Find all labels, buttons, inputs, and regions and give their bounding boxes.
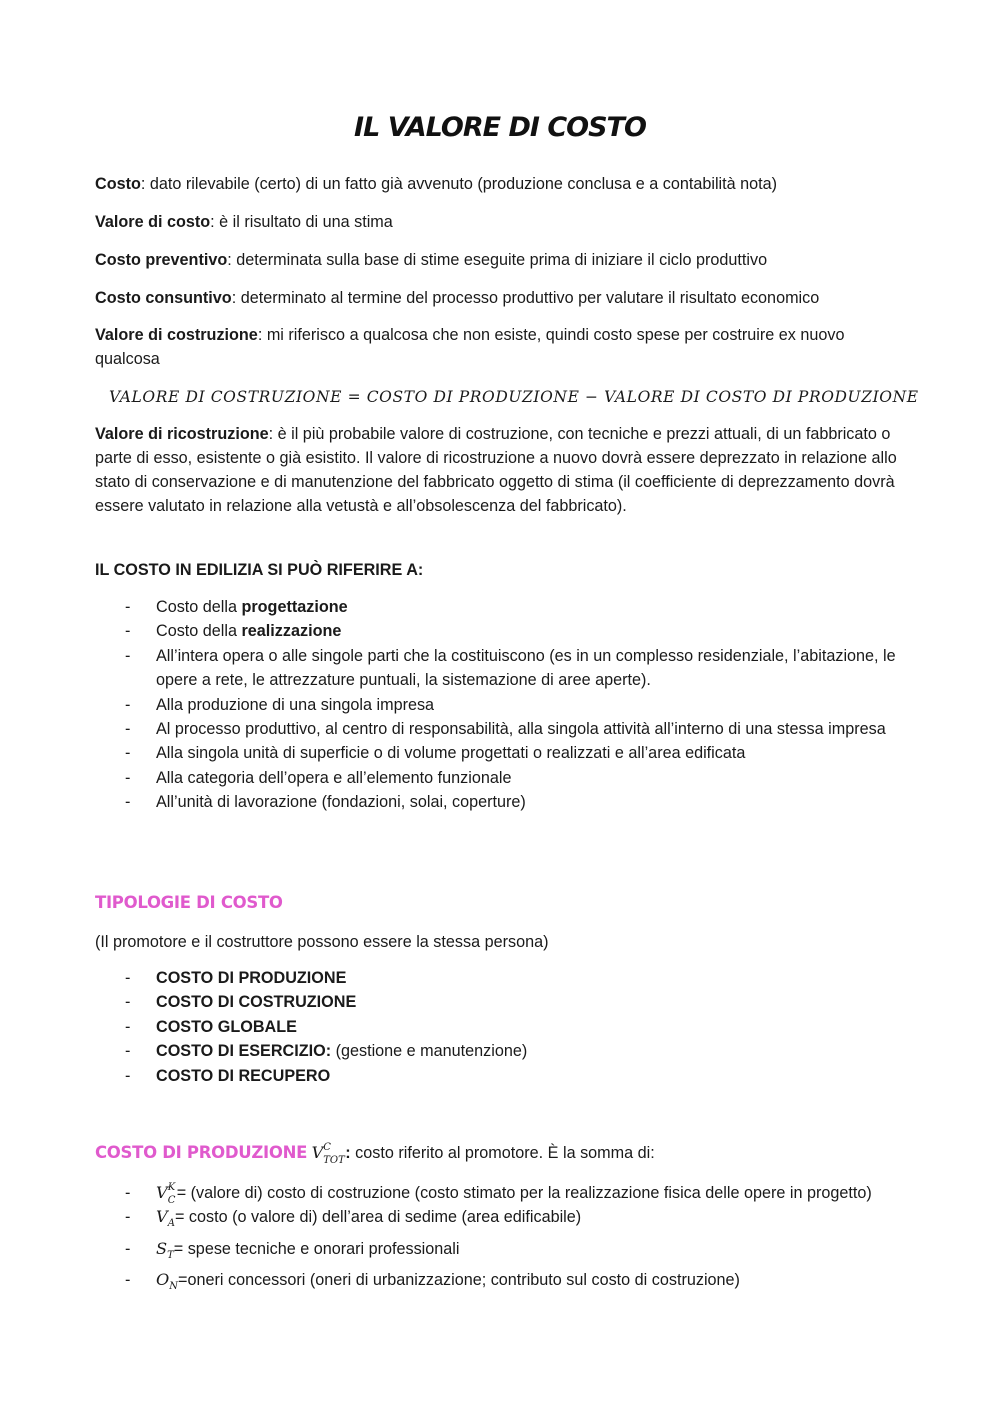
list-item: - Costo della realizzazione xyxy=(95,619,905,643)
list-item: - $V_A=$ costo (o valore di) dell’area di sedime (area edificabile) xyxy=(95,1205,905,1236)
list-item: - COSTO DI PRODUZIONE xyxy=(95,966,905,990)
list-item: - All’intera opera o alle singole parti che la costituiscono (es in un complesso residenziale, l’abitazione, le opere a rete, le attrezzature puntuali, la sistemazione di aree aperte). xyxy=(95,644,905,693)
edilizia-list xyxy=(95,595,905,815)
term: Costo preventivo xyxy=(95,251,228,269)
tipologie-list xyxy=(95,966,905,1088)
definition-text: : mi riferisco a qualcosa che non esiste, quindi costo spese per costruire ex nuovo qualcosa xyxy=(95,326,845,368)
list-item: - All’unità di lavorazione (fondazioni, solai, coperture) xyxy=(95,790,905,814)
list-item: - COSTO DI ESERCIZIO: (gestione e manutenzione) xyxy=(95,1039,905,1063)
list-item: - $S_T=$ spese tecniche e onorari professionali xyxy=(95,1237,905,1268)
list-item: - COSTO DI COSTRUZIONE xyxy=(95,990,905,1014)
definition-text: : dato rilevabile (certo) di un fatto già avvenuto (produzione conclusa e a contabilità nota) xyxy=(140,175,778,193)
symbol-o-n: $O_N$ xyxy=(156,1270,179,1293)
definition-text: : determinata sulla base di stime eseguite prima di iniziare il ciclo produttivo xyxy=(227,251,768,269)
list-item: - Alla categoria dell’opera e all’elemento funzionale xyxy=(95,766,905,790)
symbol-s-t: $S_T$ xyxy=(156,1238,174,1261)
symbol-v-a: $V_A$ xyxy=(156,1207,175,1230)
definition-costo xyxy=(95,172,905,196)
definition-valore-di-costruzione xyxy=(95,323,905,371)
tipologie-heading: TIPOLOGIE DI COSTO xyxy=(95,893,283,912)
edilizia-heading: IL COSTO IN EDILIZIA SI PUÒ RIFERIRE A: xyxy=(95,561,424,579)
list-item: - Costo della progettazione xyxy=(95,595,905,619)
symbol-v-c-k: V K C xyxy=(156,1182,176,1206)
list-item: - COSTO GLOBALE xyxy=(95,1015,905,1039)
produzione-text: costo riferito al promotore. È la somma di: xyxy=(350,1144,655,1162)
term: Costo xyxy=(95,175,141,193)
formula-valore-di-costruzione: VALORE DI COSTRUZIONE = COSTO DI PRODUZIONE − VALORE DI COSTO DI PRODUZIONE xyxy=(109,388,919,406)
definition-valore-di-costo xyxy=(95,210,905,234)
definition-costo-preventivo xyxy=(95,248,905,272)
list-item: - Al processo produttivo, al centro di responsabilità, alla singola attività all’interno di una stessa impresa xyxy=(95,717,905,741)
page-title: IL VALORE DI COSTO xyxy=(354,112,646,143)
term: Costo consuntivo xyxy=(95,289,232,307)
list-item: - Alla singola unità di superficie o di volume progettati o realizzati e all’area edificata xyxy=(95,741,905,765)
list-item: - COSTO DI RECUPERO xyxy=(95,1064,905,1088)
symbol-v-tot: V C TOT xyxy=(311,1142,345,1166)
definition-text: : determinato al termine del processo produttivo per valutare il risultato economico xyxy=(231,289,820,307)
term: Valore di ricostruzione xyxy=(95,425,269,443)
list-item: - $O_N=oneri$ concessori (oneri di urbanizzazione; contributo sul costo di costruzione) xyxy=(95,1268,905,1299)
definition-text: : è il più probabile valore di costruzione, con tecniche e prezzi attuali, di un fabbricato o parte di esso, esistente o già esistito. Il valore di ricostruzione a nuovo dovrà essere deprezzato in relazione allo stato di conservazione e di manutenzione del fabbricato oggetto di stima (il coefficiente di deprezzamento dovrà essere valutato in relazione alla vetustà e all’obsolescenza del fabbricato). xyxy=(95,425,897,515)
definition-valore-di-ricostruzione xyxy=(95,422,905,518)
produzione-list xyxy=(95,1181,905,1300)
produzione-heading: COSTO DI PRODUZIONE xyxy=(95,1143,308,1162)
definition-costo-consuntivo xyxy=(95,286,905,310)
tipologie-note: (Il promotore e il costruttore possono essere la stessa persona) xyxy=(95,933,549,951)
term: Valore di costo xyxy=(95,213,211,231)
produzione-line: COSTO DI PRODUZIONE V C TOT : costo riferito al promotore. È la somma di: xyxy=(95,1142,655,1166)
term: Valore di costruzione xyxy=(95,326,258,344)
definition-text: : è il risultato di una stima xyxy=(210,213,393,231)
list-item: - Alla produzione di una singola impresa xyxy=(95,693,905,717)
list-item: - V K C = (valore di) costo di costruzione (costo stimato per la realizzazione fisica delle opere in progetto) xyxy=(95,1181,905,1205)
